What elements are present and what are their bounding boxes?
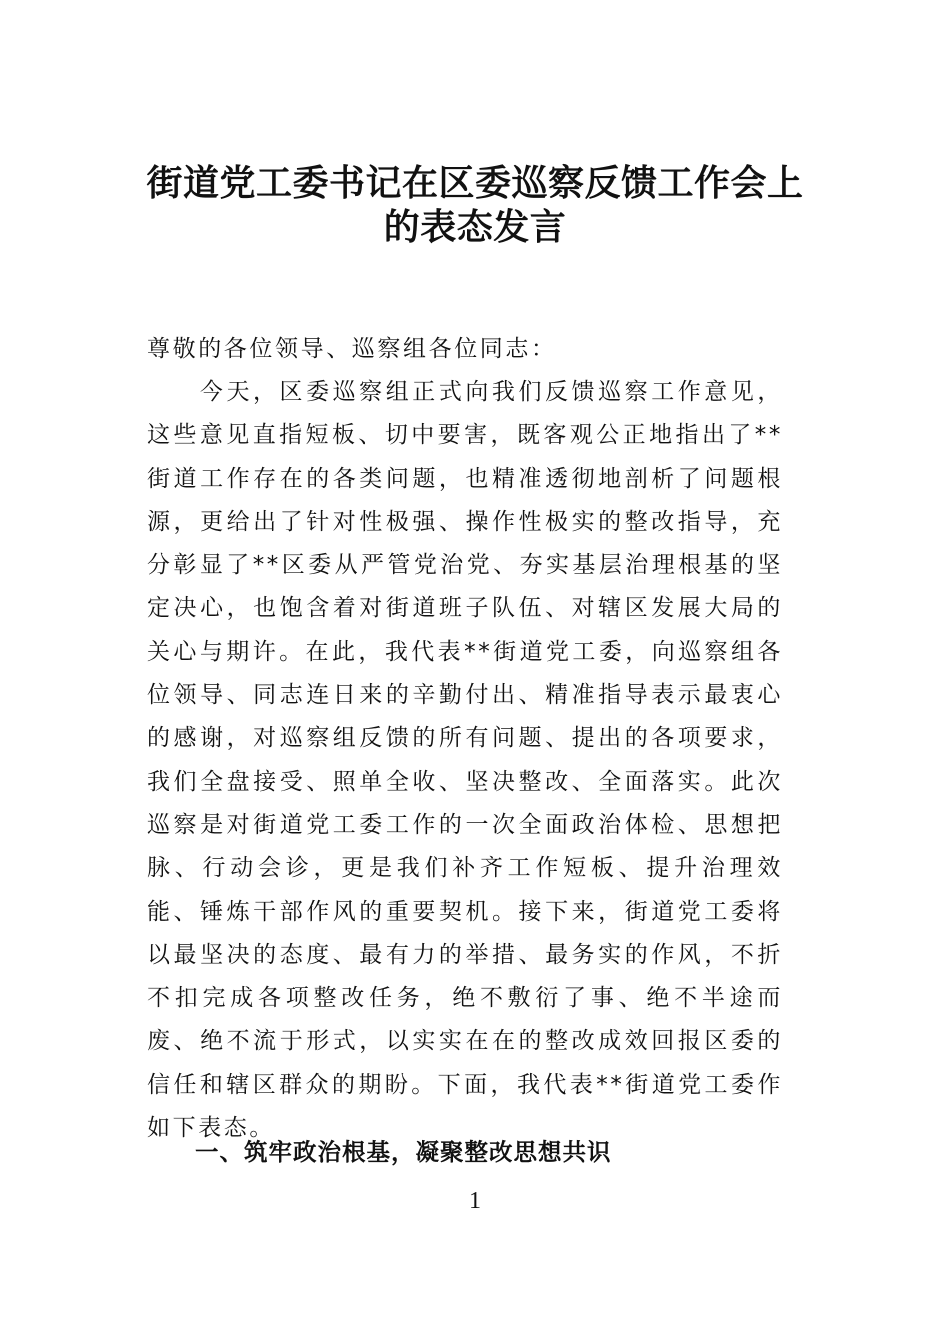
salutation: 尊敬的各位领导、巡察组各位同志：: [147, 336, 557, 362]
page-number: 1: [469, 1188, 481, 1214]
document-title-line-1: 街道党工委书记在区委巡察反馈工作会上: [146, 162, 804, 204]
document-title-line-2: 的表态发言: [383, 206, 567, 248]
section-heading: 一、筑牢政治根基，凝聚整改思想共识: [195, 1138, 612, 1166]
body-paragraph: 今天，区委巡察组正式向我们反馈巡察工作意见，这些意见直指短板、切中要害，既客观公正地指出了**街道工作存在的各类问题，也精准透彻地剖析了问题根源，更给出了针对性极强、操作性极实的整改指导，充分彰显了**区委从严管党治党、夯实基层治理根基的坚定决心，也饱含着对街道班子队伍、对辖区发展大局的关心与期许。在此，我代表**街道党工委，向巡察组各位领导、同志连日来的辛勤付出、精准指导表示最衷心的感谢，对巡察组反馈的所有问题、提出的各项要求，我们全盘接受、照单全收、坚决整改、全面落实。此次巡察是对街道党工委工作的一次全面政治体检、思想把脉、行动会诊，更是我们补齐工作短板、提升治理效能、锤炼干部作风的重要契机。接下来，街道党工委将以最坚决的态度、最有力的举措、最务实的作风，不折不扣完成各项整改任务，绝不敷衍了事、绝不半途而废、绝不流于形式，以实实在在的整改成效回报区委的信任和辖区群众的期盼。下面，我代表**街道党工委作如下表态。: [147, 379, 783, 1142]
